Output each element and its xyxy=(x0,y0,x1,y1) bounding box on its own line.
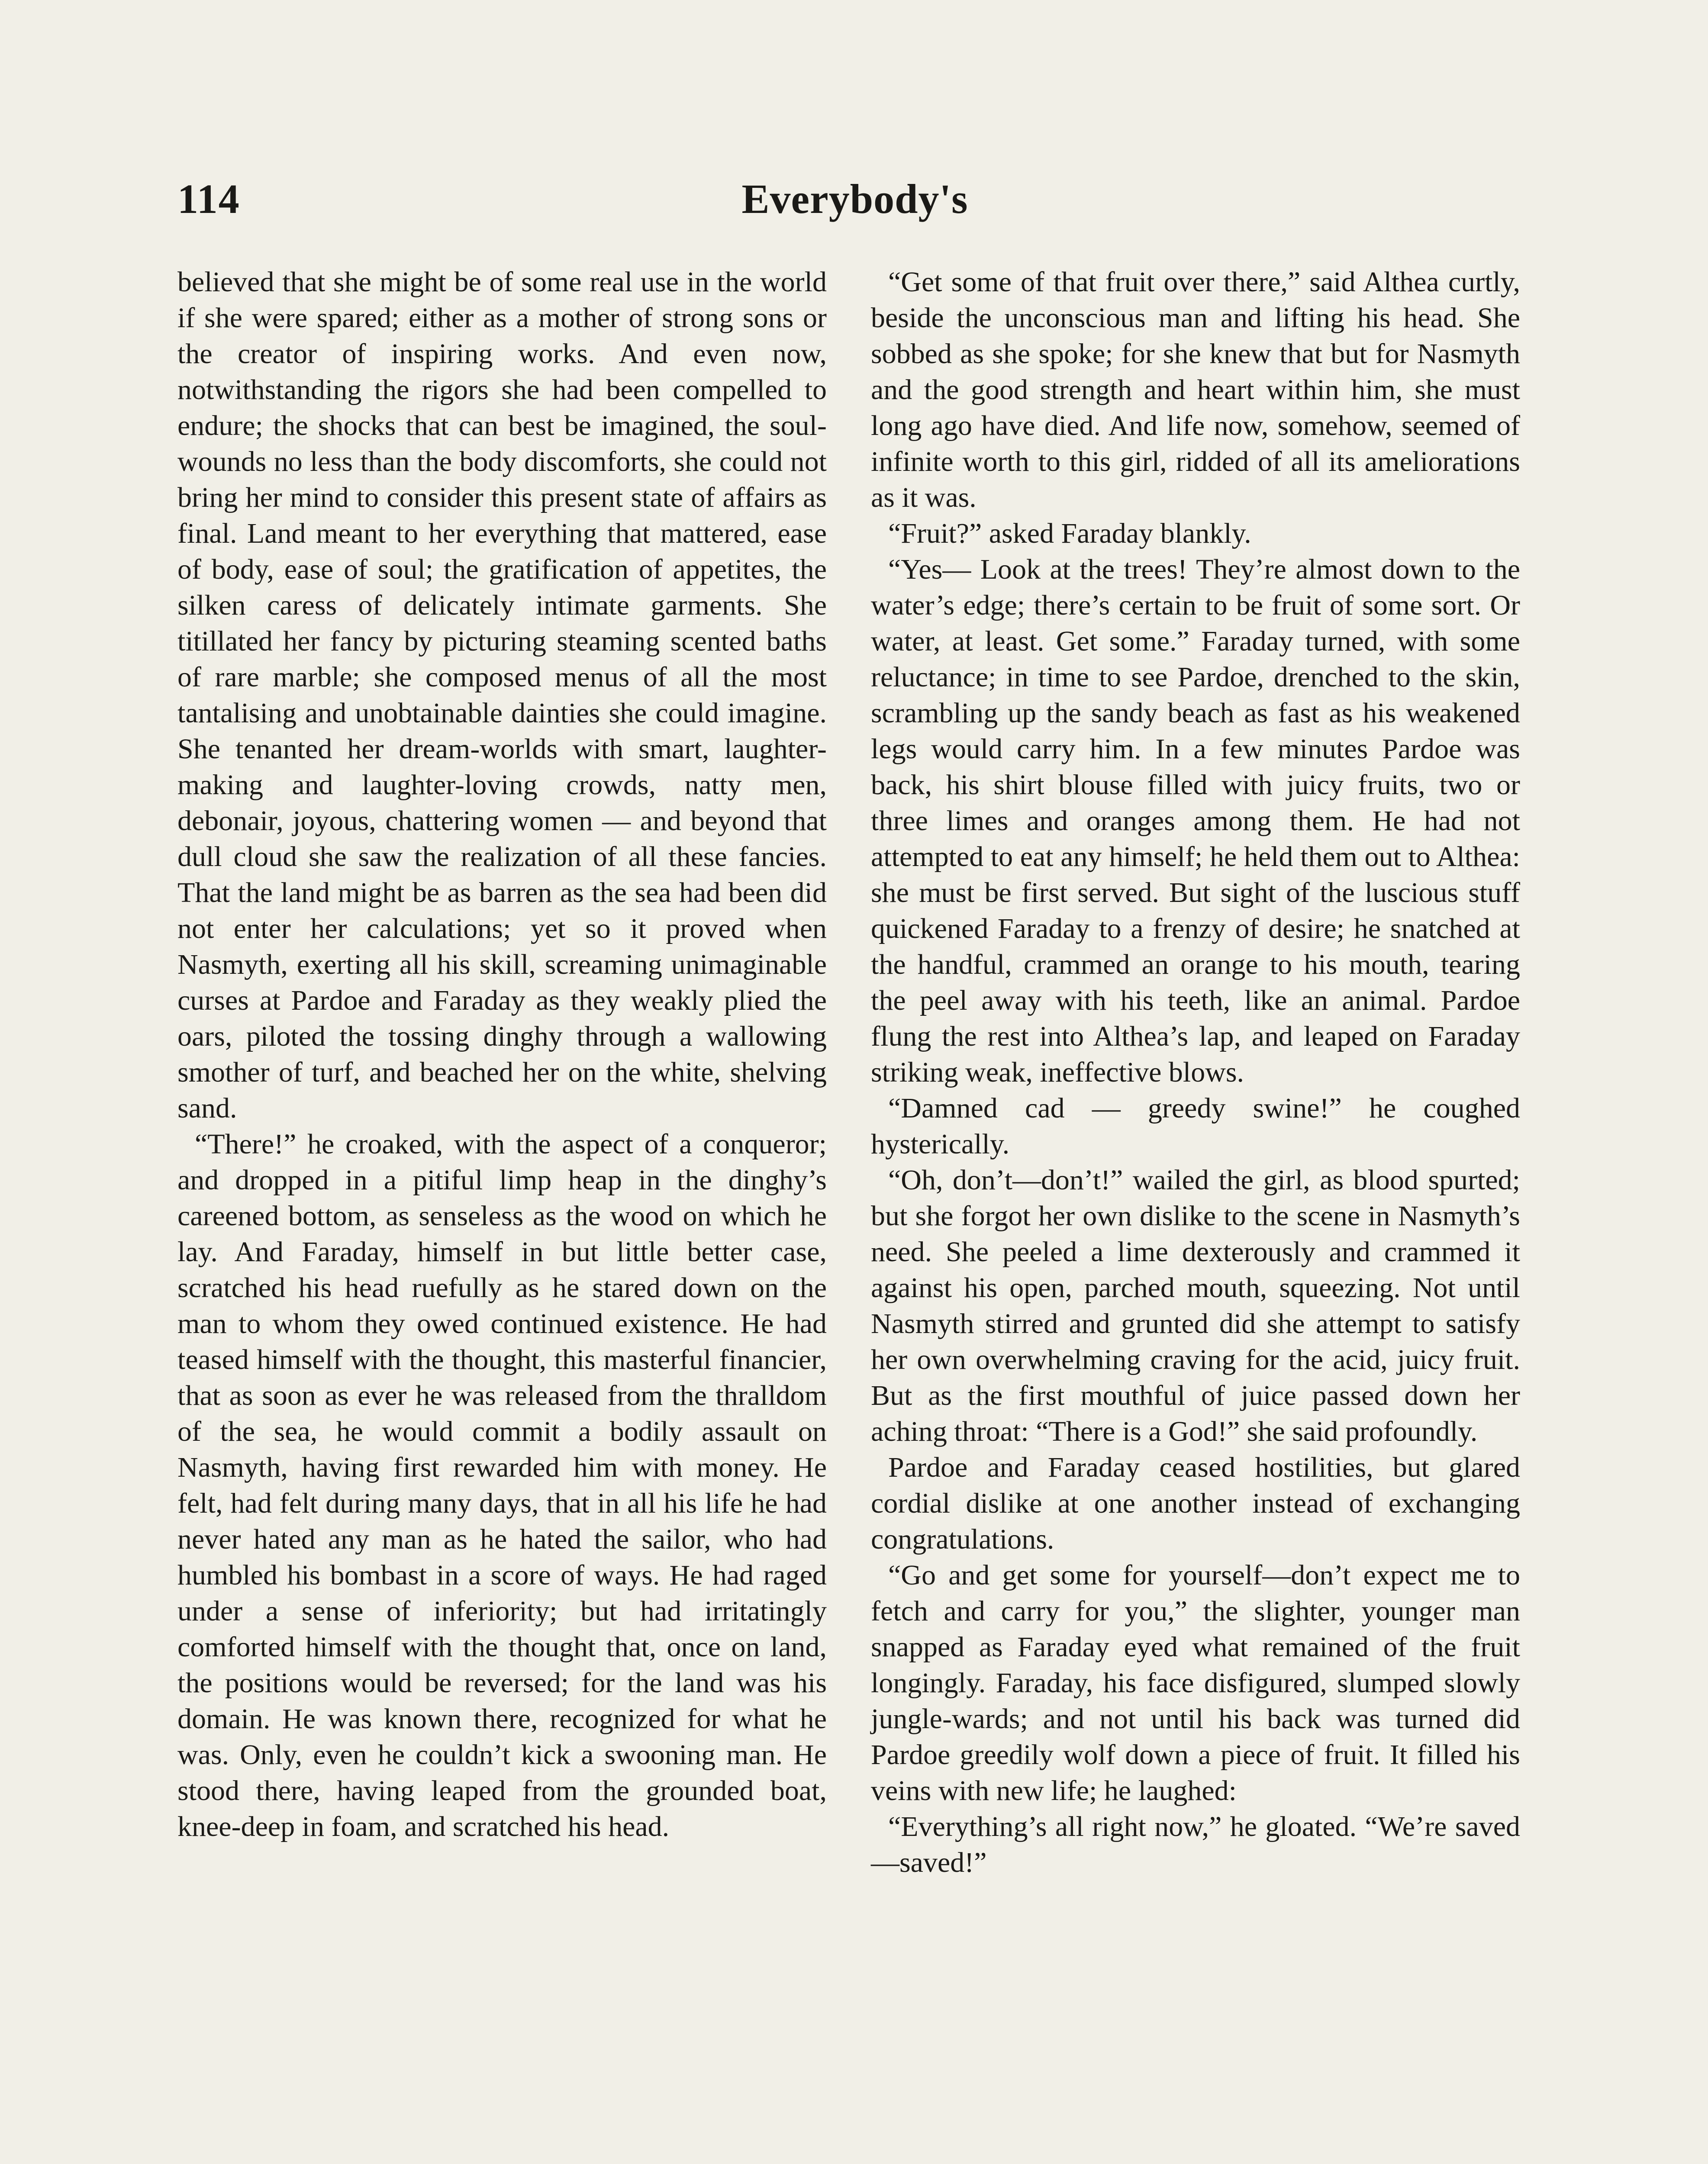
paragraph: “Go and get some for yourself—don’t expect me to fetch and carry for you,” the slighter, younger man snapped as Faraday eyed what remained of the fruit longingly. Faraday, his face disfigured, slumped slowly jungle-wards; and not until his back was turned did Pardoe greedily wolf down a piece of fruit. It filled his veins with new life; he laughed: xyxy=(871,1559,1520,1807)
paragraph: believed that she might be of some real use in the world if she were spared; either as a mother of strong sons or the creator of inspiring works. And even now, notwithstanding the rigors she had been compelled to endure; the shocks that can best be imagined, the soul-wounds no less than the body discomforts, she could not bring her mind to consider this present state of affairs as final. Land meant to her everything that mattered, ease of body, ease of soul; the gratification of appetites, the silken caress of delicately intimate garments. She titillated her fancy by picturing steaming scented baths of rare marble; she composed menus of all the most tantalising and unobtainable dainties she could imagine. She tenanted her dream-worlds with smart, laughter-making and laughter-loving crowds, natty men, debonair, joyous, chattering women — and beyond that dull cloud she saw the realization of all these fancies. That the land might be as barren as the sea had been did not enter her calculations; yet so it proved when Nasmyth, exerting all his skill, screaming unimaginable curses at Pardoe and Faraday as they weakly plied the oars, piloted the tossing dinghy through a wallowing smother of turf, and beached her on the white, shelving sand. xyxy=(177,266,827,1124)
paragraph: “Yes— Look at the trees! They’re almost down to the water’s edge; there’s certain to be fruit of some sort. Or water, at least. Get some.” Faraday turned, with some reluctance; in time to see Pardoe, drenched to the skin, scrambling up the sandy beach as fast as his weakened legs would carry him. In a few minutes Pardoe was back, his shirt blouse filled with juicy fruits, two or three limes and oranges among them. He had not attempted to eat any himself; he held them out to Althea: she must be first served. But sight of the luscious stuff quickened Faraday to a frenzy of desire; he snatched at the handful, crammed an orange to his mouth, tearing the peel away with his teeth, like an animal. Pardoe flung the rest into Althea’s lap, and leaped on Faraday striking weak, ineffective blows. xyxy=(871,554,1520,1088)
paragraph: “Get some of that fruit over there,” said Althea curtly, beside the unconscious man and lifting his head. She sobbed as she spoke; for she knew that but for Nasmyth and the good strength and heart within him, she must long ago have died. And life now, somehow, seemed of infinite worth to this girl, ridded of all its ameliorations as it was. xyxy=(871,266,1520,513)
running-head: Everybody's xyxy=(741,176,968,222)
paragraph: “Oh, don’t—don’t!” wailed the girl, as blood spurted; but she forgot her own dislike to the scene in Nasmyth’s need. She peeled a lime dexterously and crammed it against his open, parched mouth, squeezing. Not until Nasmyth stirred and grunted did she attempt to satisfy her own overwhelming craving for the acid, juicy fruit. But as the first mouthful of juice passed down her aching throat: “There is a God!” she said profoundly. xyxy=(871,1164,1520,1447)
paragraph: “Everything’s all right now,” he gloated. “We’re saved—saved!” xyxy=(871,1811,1520,1878)
paragraph: “Damned cad — greedy swine!” he coughed hysterically. xyxy=(871,1092,1520,1160)
right-column xyxy=(871,264,1520,1881)
page-header xyxy=(177,173,1532,234)
paragraph: Pardoe and Faraday ceased hostilities, but glared cordial dislike at one another instead of exchanging congratulations. xyxy=(871,1452,1520,1555)
left-column xyxy=(177,264,827,1845)
paragraph: “There!” he croaked, with the aspect of a conqueror; and dropped in a pitiful limp heap in the dinghy’s careened bottom, as senseless as the wood on which he lay. And Faraday, himself in but little better case, scratched his head ruefully as he stared down on the man to whom they owed continued existence. He had teased himself with the thought, this masterful financier, that as soon as ever he was released from the thralldom of the sea, he would commit a bodily assault on Nasmyth, having first rewarded him with money. He felt, had felt during many days, that in all his life he had never hated any man as he hated the sailor, who had humbled his bombast in a score of ways. He had raged under a sense of inferiority; but had irritatingly comforted himself with the thought that, once on land, the positions would be reversed; for the land was his domain. He was known there, recognized for what he was. Only, even he couldn’t kick a swooning man. He stood there, having leaped from the grounded boat, knee-deep in foam, and scratched his head. xyxy=(177,1128,827,1842)
paragraph: “Fruit?” asked Faraday blankly. xyxy=(888,518,1251,549)
page-number: 114 xyxy=(177,176,240,222)
